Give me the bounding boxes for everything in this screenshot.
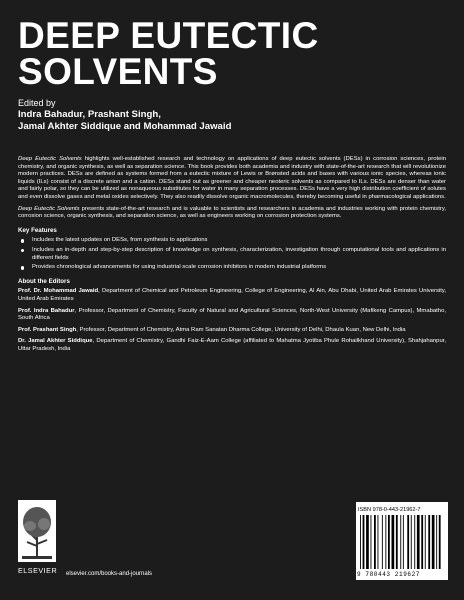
- title-italic: Deep Eutectic Solvents: [18, 156, 82, 162]
- editors-line-1: Indra Bahadur, Prashant Singh,: [18, 109, 161, 120]
- list-item: [18, 237, 446, 245]
- key-features-heading: Key Features: [18, 226, 57, 234]
- bullet-icon: [21, 266, 24, 269]
- edited-by-label: Edited by: [18, 98, 56, 108]
- editor-name: Prof. Prashant Singh: [18, 326, 77, 333]
- barcode-bar: [425, 515, 426, 569]
- editors-block: [18, 98, 448, 133]
- editor-bio: [18, 308, 446, 323]
- barcode-bar: [417, 515, 420, 569]
- barcode-bar: [432, 515, 435, 569]
- list-item: [18, 247, 446, 262]
- barcode-bar: [396, 515, 398, 569]
- barcode-bar: [439, 515, 441, 569]
- feature-text: Includes an in-depth and step-by-step description of knowledge on synthesis, characterization, investigation through computational tools and applications in different fields: [32, 246, 446, 261]
- isbn-label: ISBN 978-0-443-21962-7: [358, 507, 421, 513]
- barcode-bar: [385, 515, 386, 569]
- barcode-bar: [366, 515, 369, 569]
- editor-bio: [18, 288, 446, 303]
- editors-line-2: Jamal Akhter Siddique and Mohammad Jawaid: [18, 121, 232, 132]
- editor-affiliation: , Professor, Department of Chemistry, Atma Ram Sanatan Dharma College, University of Delhi, Dhaula Kuan, New Delhi, India: [76, 326, 406, 333]
- description-text: highlights well-established research and technology on applications of deep eutectic solvents (DESs) in corrosion sciences, protein chemistry, and organic synthesis, as well as separation science. This book provides both academia and industry with state-of-the-art research that will revolutionize modern practices. DESs are defined as systems formed from a eutectic mixture of Lewis or Brønsted acids and bases with various ionic species, whereas ionic liquids (ILs) consist of a discrete anion and a cation. DESs stand out as greener and cheaper neoteric solvents as compared to ILs. DESs are denser than water and fairly polar, so they can be utilized as nonaqueous substitutes for water in many separation processes. DESs have a very high distribution coefficient of solutes and even dissolve gases and metal oxides selectively. They also readily dissolve organic macromolecules, thereby becoming useful in pharmacological applications.: [18, 156, 446, 200]
- editor-name: Dr. Jamal Akhter Siddique: [18, 338, 93, 345]
- about-editors-heading: About the Editors: [18, 277, 70, 285]
- publisher-name: ELSEVIER: [18, 566, 58, 575]
- editor-name: Prof. Dr. Mohammad Jawaid: [18, 288, 99, 295]
- barcode-icon: [360, 515, 444, 571]
- back-cover-text: [18, 156, 446, 357]
- editor-affiliation: , Department of Chemistry, Gandhi Faiz-E-Aam College (affiliated to Mahatma Jyotiba Phule Rohailkhand University), Shahjahanpur, Uttar Pradesh, India: [18, 338, 446, 352]
- editor-affiliation: , Department of Chemical and Petroleum Engineering, College of Engineering, Al Ain, Abu Dhabi, United Arab Emirates University, United Arab Emirates: [18, 288, 447, 302]
- barcode-bar: [363, 515, 365, 569]
- barcode-bar: [360, 515, 361, 569]
- barcode-bar: [374, 515, 376, 569]
- editor-name: Prof. Indra Bahadur: [18, 307, 75, 314]
- bullet-icon: [21, 249, 24, 252]
- barcode-bar: [436, 515, 437, 569]
- barcode-bar: [400, 515, 401, 569]
- publisher-url[interactable]: elsevier.com/books-and-journals: [66, 571, 153, 577]
- barcode-digits: 9 780443 219627: [357, 571, 421, 578]
- description-paragraph-1: [18, 156, 446, 202]
- title-italic: Deep Eutectic Solvents: [18, 205, 80, 212]
- key-features-list: [18, 237, 446, 271]
- description-text: presents state-of-the-art research and is valuable to scientists and researchers in academia and industries working with protein chemistry, corrosion science, organic synthesis, and separation science, as well as engineers working on corrosion protection systems.: [18, 205, 446, 220]
- title-line-2: SOLVENTS: [18, 51, 218, 92]
- barcode-bar: [411, 515, 412, 569]
- barcode-bar: [378, 515, 379, 569]
- barcode-bar: [388, 515, 390, 569]
- feature-text: Includes the latest updates on DESs, from synthesis to applications: [32, 237, 208, 244]
- barcode-bar: [414, 515, 415, 569]
- barcode-bar: [371, 515, 372, 569]
- tree-icon: [18, 500, 56, 562]
- title-line-1: DEEP EUTECTIC: [18, 15, 319, 56]
- barcode-bar: [428, 515, 430, 569]
- bullet-icon: [21, 239, 24, 242]
- editor-bio: [18, 338, 446, 353]
- feature-text: Provides chronological advancements for using industrial scale corrosion inhibitors in modern industrial platforms: [32, 264, 327, 271]
- barcode-bar: [421, 515, 423, 569]
- editor-bio: [18, 327, 446, 335]
- book-title: [18, 15, 448, 92]
- elsevier-tree-logo: [18, 500, 56, 562]
- editor-affiliation: , Professor, Department of Chemistry, Faculty of Natural and Agricultural Sciences, North-West University (Mafikeng Campus), Mmabatho, South Africa: [18, 307, 446, 322]
- list-item: [18, 264, 446, 272]
- description-paragraph-2: [18, 206, 446, 221]
- barcode-bar: [392, 515, 395, 569]
- barcode-bar: [407, 515, 409, 569]
- barcode-bar: [403, 515, 404, 569]
- barcode-bar: [382, 515, 383, 569]
